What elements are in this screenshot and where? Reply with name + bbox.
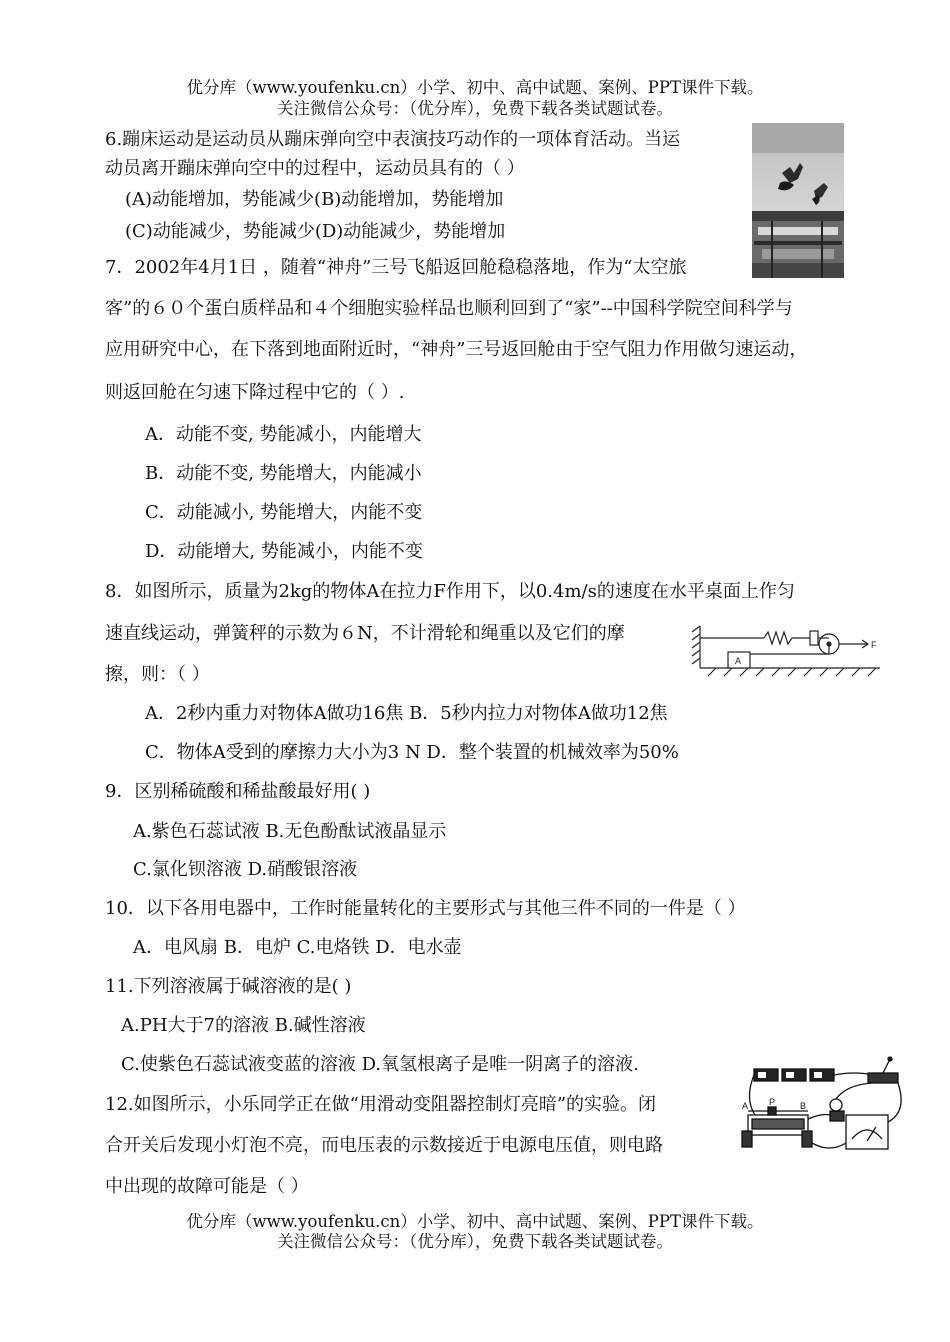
circuit-label-b: B xyxy=(800,1101,807,1111)
footer-line-1: 优分库（www.youfenku.cn）小学、初中、高中试题、案例、PPT课件下载。 xyxy=(186,1212,764,1231)
circuit-label-a: A xyxy=(742,1101,749,1111)
q8-stem-line-2: 速直线运动，弹簧秤的示数为６N，不计滑轮和绳重以及它们的摩 xyxy=(105,623,625,644)
header-line-2: 关注微信公众号：（优分库），免费下载各类试题试卷。 xyxy=(277,99,673,118)
q7-option-b: B．动能不变, 势能增大，内能减小 xyxy=(145,463,422,484)
q10-options: A．电风扇 B．电炉 C.电烙铁 D．电水壶 xyxy=(133,937,462,958)
q6-stem-line-1: 6.蹦床运动是运动员从蹦床弹向空中表演技巧动作的一项体育活动。当运 xyxy=(105,129,681,150)
q7-option-c: C．动能减小, 势能增大，内能不变 xyxy=(145,502,423,523)
q8-stem-line-3: 擦，则：（ ） xyxy=(105,664,210,685)
q9-stem: 9．区别稀硫酸和稀盐酸最好用( ) xyxy=(105,781,371,802)
q7-stem-line-1: 7．2002年4月1日 ，随着“神舟”三号飞船返回舱稳稳落地，作为“太空旅 xyxy=(105,257,687,278)
q11-options-cd: C.使紫色石蕊试液变蓝的溶液 D.氧氢根离子是唯一阴离子的溶液. xyxy=(121,1054,639,1075)
q8-stem-line-1: 8．如图所示，质量为2kg的物体A在拉力F作用下，以0.4m/s的速度在水平桌面上作匀 xyxy=(105,581,795,602)
q12-stem-line-1: 12.如图所示，小乐同学正在做“用滑动变阻器控制灯亮暗”的实验。闭 xyxy=(105,1094,657,1115)
q11-options-ab: A.PH大于7的溶液 B.碱性溶液 xyxy=(121,1015,366,1036)
q7-stem-line-4: 则返回舱在匀速下降过程中它的（ ）. xyxy=(105,382,405,403)
q9-options-ab: A.紫色石蕊试液 B.无色酚酞试液晶显示 xyxy=(133,821,447,842)
circuit-apparatus-diagram xyxy=(738,1055,908,1160)
q12-stem-line-2: 合开关后发现小灯泡不亮，而电压表的示数接近于电源电压值，则电路 xyxy=(105,1135,663,1156)
q12-stem-line-3: 中出现的故障可能是（ ） xyxy=(105,1176,309,1197)
footer-line-2: 关注微信公众号：（优分库），免费下载各类试题试卷。 xyxy=(277,1232,673,1251)
q9-options-cd: C.氯化钡溶液 D.硝酸银溶液 xyxy=(133,859,358,880)
q6-stem-line-2: 动员离开蹦床弹向空中的过程中，运动员具有的（ ） xyxy=(105,158,525,179)
diagram-label-f: F xyxy=(871,640,877,650)
q11-stem: 11.下列溶液属于碱溶液的是( ) xyxy=(105,976,352,997)
trampoline-photo xyxy=(752,123,844,278)
header-line-1: 优分库（www.youfenku.cn）小学、初中、高中试题、案例、PPT课件下载。 xyxy=(186,78,764,97)
q6-options-cd: (C)动能减少，势能减少(D)动能减少，势能增加 xyxy=(125,221,506,242)
q8-options-cd: C．物体A受到的摩擦力大小为3 N D．整个装置的机械效率为50% xyxy=(145,742,679,763)
q7-option-d: D．动能增大, 势能减小，内能不变 xyxy=(145,541,423,562)
q7-option-a: A．动能不变, 势能减小，内能增大 xyxy=(145,424,422,445)
q6-options-ab: (A)动能增加，势能减少(B)动能增加，势能增加 xyxy=(125,189,504,210)
q10-stem: 10．以下各用电器中，工作时能量转化的主要形式与其他三件不同的一件是（ ） xyxy=(105,898,746,919)
q7-stem-line-2: 客”的６０个蛋白质样品和４个细胞实验样品也顺利回到了“家”--中国科学院空间科学与 xyxy=(105,298,793,319)
q7-stem-line-3: 应用研究中心，在下落到地面附近时，“神舟”三号返回舱由于空气阻力作用做匀速运动， xyxy=(105,339,808,360)
pulley-spring-diagram xyxy=(688,620,883,682)
circuit-label-p: P xyxy=(769,1097,776,1107)
diagram-label-a: A xyxy=(735,656,742,666)
q8-options-ab: A．2秒内重力对物体A做功16焦 B．5秒内拉力对物体A做功12焦 xyxy=(145,703,668,724)
